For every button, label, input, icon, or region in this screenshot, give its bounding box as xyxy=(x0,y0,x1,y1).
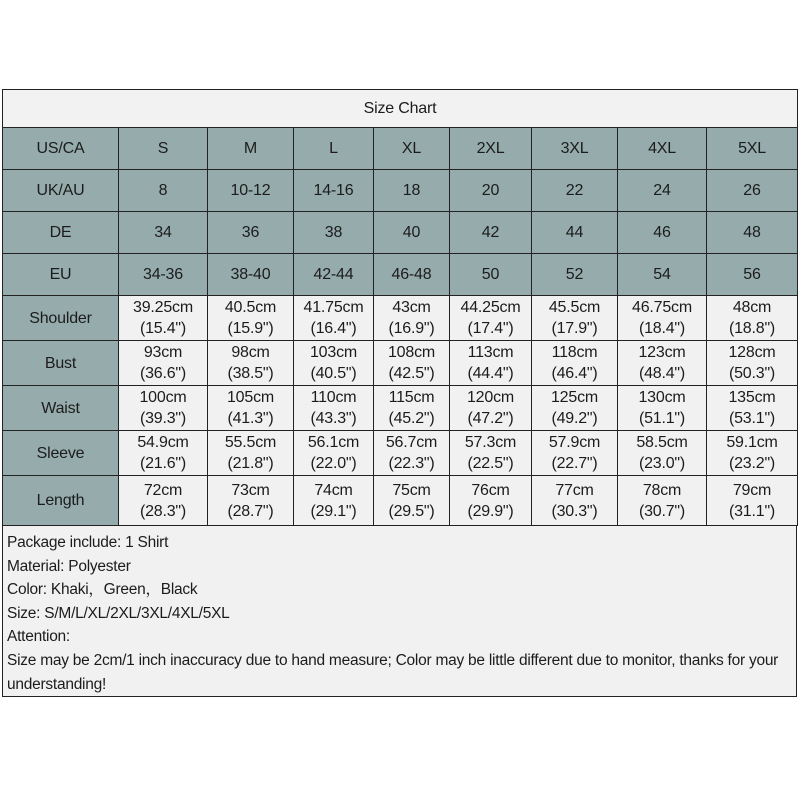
cell: 34-36 xyxy=(119,254,208,296)
cm-value: 41.75cm xyxy=(303,299,364,316)
inch-value: (42.5") xyxy=(388,365,435,382)
inch-value: (29.1") xyxy=(310,502,357,520)
cm-value: 54.9cm xyxy=(137,434,189,451)
cm-value: 43cm xyxy=(392,299,431,316)
cell: 34 xyxy=(119,212,208,254)
cell xyxy=(208,296,294,341)
cell: 42-44 xyxy=(294,254,374,296)
cell xyxy=(707,386,798,431)
inch-value: (22.5") xyxy=(467,455,514,472)
cm-value: 76cm xyxy=(471,481,510,499)
inch-value: (36.6") xyxy=(139,365,187,382)
cell: 4XL xyxy=(618,128,707,170)
cell xyxy=(618,386,707,431)
cm-value: 135cm xyxy=(728,389,776,406)
row-label: Waist xyxy=(3,386,119,431)
cell: 52 xyxy=(532,254,618,296)
cm-value: 48cm xyxy=(732,299,772,316)
inch-value: (40.5") xyxy=(310,365,357,382)
cm-value: 40.5cm xyxy=(224,299,277,316)
cm-value: 56.7cm xyxy=(385,434,438,451)
cell xyxy=(374,296,450,341)
inch-value: (22.3") xyxy=(388,455,435,472)
cm-value: 58.5cm xyxy=(636,434,688,451)
cell: 8 xyxy=(119,170,208,212)
cell xyxy=(450,431,532,476)
cm-value: 74cm xyxy=(314,481,353,499)
product-info xyxy=(2,526,797,697)
cm-value: 45.5cm xyxy=(548,299,601,316)
cell xyxy=(208,476,294,526)
inch-value: (15.4") xyxy=(139,320,187,337)
size-line: Size: S/M/L/XL/2XL/3XL/4XL/5XL xyxy=(7,604,230,622)
cm-value: 39.25cm xyxy=(133,299,193,316)
inch-value: (16.4") xyxy=(310,320,357,337)
cm-value: 98cm xyxy=(231,344,270,361)
cell: 46 xyxy=(618,212,707,254)
inch-value: (39.3") xyxy=(139,410,187,427)
cell xyxy=(707,431,798,476)
cell: 48 xyxy=(707,212,798,254)
cm-value: 105cm xyxy=(226,389,275,406)
cell: 38-40 xyxy=(208,254,294,296)
cell xyxy=(208,386,294,431)
cell: 44 xyxy=(532,212,618,254)
cm-value: 125cm xyxy=(550,389,599,406)
cm-value: 77cm xyxy=(555,481,594,499)
row-label: Length xyxy=(3,476,119,526)
size-chart xyxy=(2,89,797,697)
cm-value: 128cm xyxy=(728,344,776,361)
cell: 46-48 xyxy=(374,254,450,296)
cm-value: 130cm xyxy=(638,389,686,406)
cell xyxy=(450,296,532,341)
cell xyxy=(294,341,374,386)
cell: L xyxy=(294,128,374,170)
cell xyxy=(119,296,208,341)
cell xyxy=(119,476,208,526)
measure-row-shoulder xyxy=(3,296,798,341)
measure-row-length xyxy=(3,476,798,526)
cell: 20 xyxy=(450,170,532,212)
cell xyxy=(532,386,618,431)
cm-value: 56.1cm xyxy=(307,434,360,451)
cm-value: 123cm xyxy=(638,344,686,361)
cell xyxy=(450,476,532,526)
title-row xyxy=(3,90,798,128)
row-label: US/CA xyxy=(3,128,119,170)
cell xyxy=(374,386,450,431)
cell xyxy=(532,296,618,341)
size-row-us-ca xyxy=(3,128,798,170)
inch-value: (21.8") xyxy=(227,455,274,472)
measure-row-sleeve xyxy=(3,431,798,476)
cell xyxy=(294,386,374,431)
cell xyxy=(707,296,798,341)
cm-value: 115cm xyxy=(388,389,435,406)
measure-row-waist xyxy=(3,386,798,431)
inch-value: (30.7") xyxy=(638,502,686,520)
color-line: Color: Khaki，Green，Black xyxy=(7,581,198,599)
cell: XL xyxy=(374,128,450,170)
inch-value: (21.6") xyxy=(139,455,187,472)
inch-value: (22.0") xyxy=(310,455,357,472)
inch-value: (22.7") xyxy=(551,455,598,472)
cm-value: 72cm xyxy=(143,481,183,499)
cell xyxy=(294,476,374,526)
cell xyxy=(208,431,294,476)
size-chart-table xyxy=(2,89,798,526)
inch-value: (28.3") xyxy=(139,502,187,520)
inch-value: (48.4") xyxy=(638,365,686,382)
cm-value: 55.5cm xyxy=(224,434,277,451)
measure-row-bust xyxy=(3,341,798,386)
row-label: EU xyxy=(3,254,119,296)
inch-value: (30.3") xyxy=(551,502,598,520)
attention-label: Attention: xyxy=(7,628,70,646)
inch-value: (18.4") xyxy=(638,320,686,337)
cell xyxy=(119,341,208,386)
cell: 22 xyxy=(532,170,618,212)
cm-value: 75cm xyxy=(392,481,431,499)
inch-value: (17.9") xyxy=(551,320,598,337)
cell: 56 xyxy=(707,254,798,296)
inch-value: (38.5") xyxy=(227,365,274,382)
inch-value: (46.4") xyxy=(551,365,598,382)
cell: 50 xyxy=(450,254,532,296)
inch-value: (47.2") xyxy=(467,410,514,427)
row-label: UK/AU xyxy=(3,170,119,212)
cell xyxy=(374,431,450,476)
inch-value: (41.3") xyxy=(227,410,274,427)
inch-value: (17.4") xyxy=(467,320,514,337)
cell xyxy=(532,341,618,386)
cm-value: 100cm xyxy=(139,389,187,406)
cell: M xyxy=(208,128,294,170)
cm-value: 57.3cm xyxy=(464,434,517,451)
cm-value: 103cm xyxy=(309,344,358,361)
cell xyxy=(208,341,294,386)
cm-value: 44.25cm xyxy=(460,299,521,316)
cell: 36 xyxy=(208,212,294,254)
cell: 38 xyxy=(294,212,374,254)
cm-value: 57.9cm xyxy=(548,434,601,451)
inch-value: (28.7") xyxy=(227,502,274,520)
inch-value: (29.9") xyxy=(467,502,514,520)
cm-value: 79cm xyxy=(732,481,772,499)
cell: 14-16 xyxy=(294,170,374,212)
size-row-uk-au xyxy=(3,170,798,212)
size-row-eu xyxy=(3,254,798,296)
cell xyxy=(374,341,450,386)
cell xyxy=(618,476,707,526)
inch-value: (49.2") xyxy=(551,410,598,427)
inch-value: (45.2") xyxy=(388,410,435,427)
inch-value: (23.2") xyxy=(728,455,776,472)
inch-value: (23.0") xyxy=(638,455,686,472)
cell: 26 xyxy=(707,170,798,212)
cell xyxy=(707,476,798,526)
size-row-de xyxy=(3,212,798,254)
cm-value: 93cm xyxy=(143,344,183,361)
inch-value: (15.9") xyxy=(227,320,274,337)
cell xyxy=(532,476,618,526)
cell: 2XL xyxy=(450,128,532,170)
inch-value: (18.8") xyxy=(728,320,776,337)
cell: 5XL xyxy=(707,128,798,170)
cm-value: 120cm xyxy=(466,389,515,406)
row-label: Shoulder xyxy=(3,296,119,341)
row-label: Bust xyxy=(3,341,119,386)
inch-value: (43.3") xyxy=(310,410,357,427)
cell xyxy=(119,386,208,431)
cell: 40 xyxy=(374,212,450,254)
inch-value: (53.1") xyxy=(728,410,776,427)
cell: 24 xyxy=(618,170,707,212)
cm-value: 113cm xyxy=(467,344,514,361)
chart-title: Size Chart xyxy=(3,90,798,128)
inch-value: (31.1") xyxy=(728,502,776,520)
inch-value: (16.9") xyxy=(388,320,435,337)
row-label: DE xyxy=(3,212,119,254)
cell xyxy=(450,341,532,386)
cm-value: 108cm xyxy=(387,344,436,361)
cell xyxy=(532,431,618,476)
cell: 54 xyxy=(618,254,707,296)
row-label: Sleeve xyxy=(3,431,119,476)
cell xyxy=(294,431,374,476)
cell xyxy=(119,431,208,476)
cm-value: 59.1cm xyxy=(726,434,778,451)
cell: 3XL xyxy=(532,128,618,170)
cell xyxy=(618,296,707,341)
cm-value: 73cm xyxy=(231,481,270,499)
cell: 18 xyxy=(374,170,450,212)
cell: 42 xyxy=(450,212,532,254)
attention-text: Size may be 2cm/1 inch inaccuracy due to hand measure; Color may be little different due to monitor, thanks for your understanding! xyxy=(7,651,779,693)
cell xyxy=(450,386,532,431)
cell: 10-12 xyxy=(208,170,294,212)
cell xyxy=(294,296,374,341)
cell xyxy=(374,476,450,526)
cell xyxy=(707,341,798,386)
cell: S xyxy=(119,128,208,170)
inch-value: (44.4") xyxy=(467,365,514,382)
cell xyxy=(618,431,707,476)
inch-value: (50.3") xyxy=(728,365,776,382)
cm-value: 46.75cm xyxy=(632,299,692,316)
cm-value: 118cm xyxy=(551,344,598,361)
cm-value: 110cm xyxy=(310,389,357,406)
inch-value: (29.5") xyxy=(388,502,435,520)
package-line: Package include: 1 Shirt xyxy=(7,534,169,551)
cell xyxy=(618,341,707,386)
material-line: Material: Polyester xyxy=(7,557,131,575)
inch-value: (51.1") xyxy=(638,410,686,427)
cm-value: 78cm xyxy=(642,481,682,499)
